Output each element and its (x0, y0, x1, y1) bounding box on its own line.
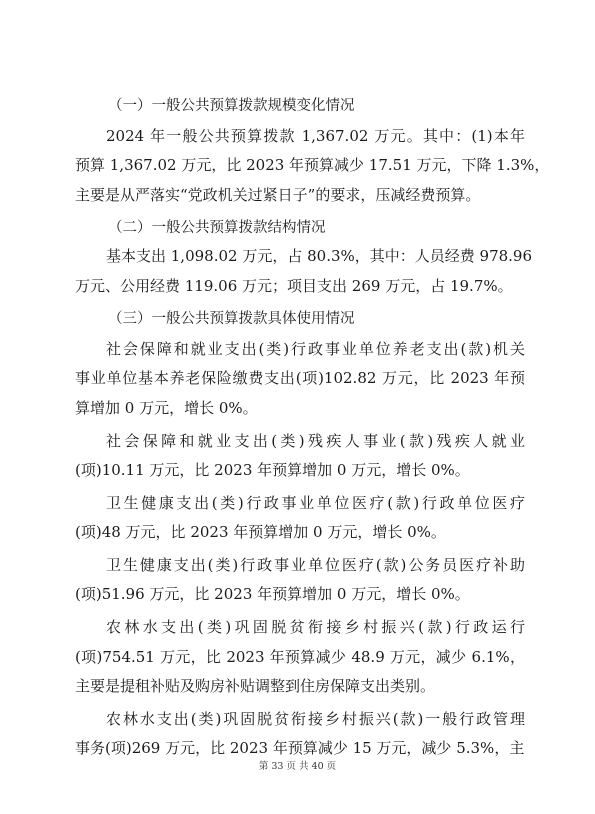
paragraph-line: 万元、公用经费 119.06 万元；项目支出 269 万元，占 19.7%。 (75, 277, 513, 295)
paragraph-line: 卫生健康支出(类)行政事业单位医疗(款)行政单位医疗 (106, 494, 525, 512)
paragraph-line: 社会保障和就业支出(类)行政事业单位养老支出(款)机关 (106, 340, 525, 358)
paragraph-line: 2024 年一般公共预算拨款 1,367.02 万元。其中：(1)本年 (106, 127, 525, 145)
section-heading: （二）一般公共预算拨款结构情况 (108, 220, 326, 236)
section-heading: （三）一般公共预算拨款具体使用情况 (108, 311, 355, 327)
page-footer: 第 33 页 共 40 页 (258, 761, 337, 772)
paragraph-line: 卫生健康支出(类)行政事业单位医疗(款)公务员医疗补助 (106, 556, 525, 574)
paragraph-line: 事业单位基本养老保险缴费支出(项)102.82 万元，比 2023 年预 (75, 369, 525, 387)
paragraph-line: (项)48 万元，比 2023 年预算增加 0 万元，增长 0%。 (75, 523, 446, 541)
paragraph-line: 预算 1,367.02 万元，比 2023 年预算减少 17.51 万元，下降 1.3%， (75, 156, 550, 174)
paragraph-line: 主要是提租补贴及购房补贴调整到住房保障支出类别。 (75, 677, 436, 695)
paragraph-line: 事务(项)269 万元，比 2023 年预算减少 15 万元，减少 5.3%，主 (75, 739, 525, 757)
paragraph-line: (项)51.96 万元，比 2023 年预算增加 0 万元，增长 0%。 (75, 585, 470, 603)
paragraph-line: 农林水支出(类)巩固脱贫衔接乡村振兴(款)一般行政管理 (106, 710, 525, 728)
paragraph-line: (项)754.51 万元，比 2023 年预算减少 48.9 万元，减少 6.1%， (75, 648, 525, 666)
section-heading: （一）一般公共预算拨款规模变化情况 (108, 98, 355, 114)
paragraph-line: (项)10.11 万元，比 2023 年预算增加 0 万元，增长 0%。 (75, 461, 470, 479)
paragraph-line: 算增加 0 万元，增长 0%。 (75, 399, 258, 417)
paragraph-line: 农林水支出(类)巩固脱贫衔接乡村振兴(款)行政运行 (106, 618, 525, 636)
paragraph-line: 社会保障和就业支出(类)残疾人事业(款)残疾人就业 (106, 432, 525, 450)
paragraph-line: 主要是从严落实“党政机关过紧日子”的要求，压减经费预算。 (75, 186, 481, 204)
paragraph-line: 基本支出 1,098.02 万元，占 80.3%，其中：人员经费 978.96 (106, 247, 533, 265)
